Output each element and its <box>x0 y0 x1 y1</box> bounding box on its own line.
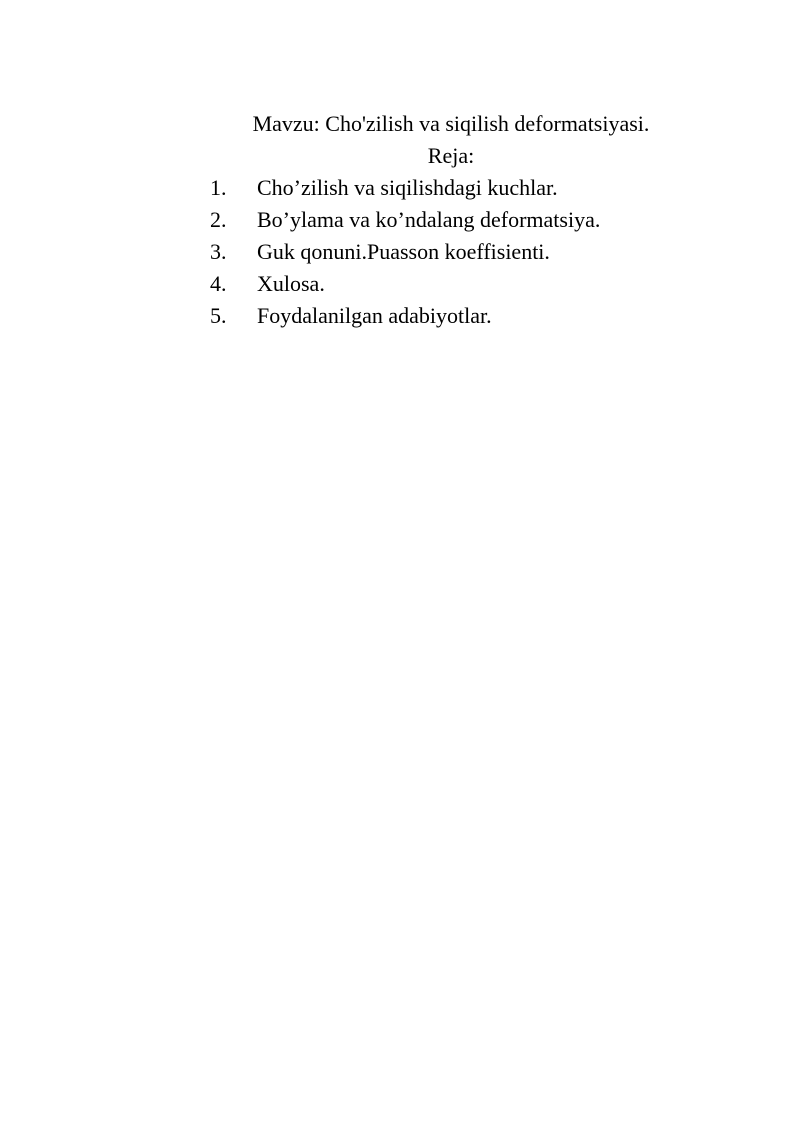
plan-item-text: Cho’zilish va siqilishdagi kuchlar. <box>257 175 558 200</box>
plan-item-number: 2. <box>210 207 227 232</box>
document-title: Mavzu: Cho'zilish va siqilish deformatsiyasi. <box>252 111 650 136</box>
plan-item-number: 4. <box>210 271 227 296</box>
plan-item-text: Foydalanilgan adabiyotlar. <box>257 303 492 328</box>
plan-item-number: 1. <box>210 175 227 200</box>
plan-item-number: 5. <box>210 303 227 328</box>
plan-item-text: Guk qonuni.Puasson koeffisienti. <box>257 239 550 264</box>
plan-item-text: Bo’ylama va ko’ndalang deformatsiya. <box>257 207 601 232</box>
plan-heading: Reja: <box>427 143 475 168</box>
plan-item-text: Xulosa. <box>257 271 325 296</box>
plan-item-number: 3. <box>210 239 227 264</box>
